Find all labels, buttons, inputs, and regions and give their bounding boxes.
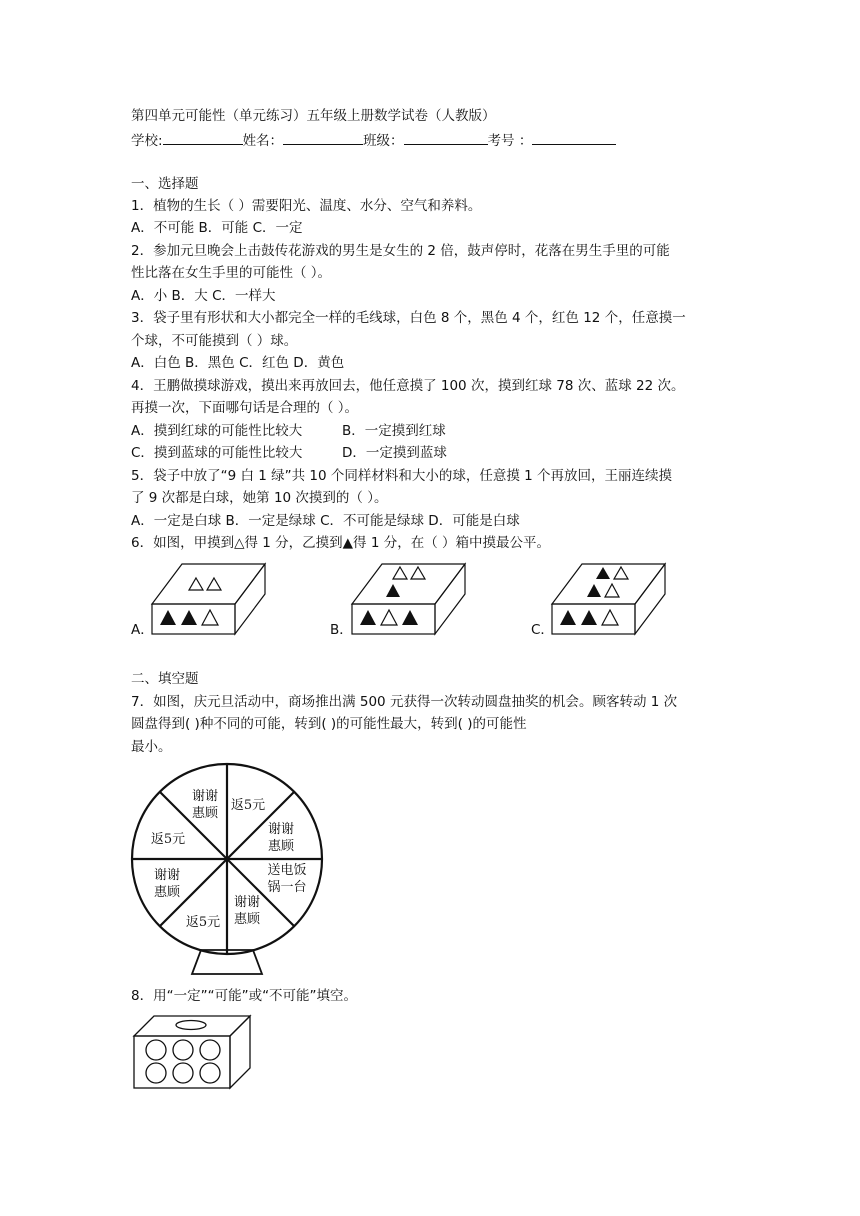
box-c-top (552, 564, 665, 604)
white-triangle-icon (381, 610, 397, 625)
black-triangle-icon (386, 584, 400, 597)
white-triangle-icon (189, 578, 203, 590)
ball-icon (200, 1040, 220, 1060)
class-blank[interactable] (404, 130, 488, 145)
sector-1-line1: 谢谢 (191, 789, 219, 804)
q4-stem-line1: 4．王鹏做摸球游戏，摸出来再放回去，他任意摸了 100 次，摸到红球 78 次、蓝球 22 次。 (131, 378, 685, 394)
box-b-side (435, 564, 465, 634)
ball-icon (146, 1040, 166, 1060)
sector-6-label: 返5元 (185, 915, 221, 930)
box-a-top (152, 564, 265, 604)
q2-stem-line2: 性比落在女生手里的可能性（ ）。 (131, 265, 332, 281)
q8-box-side (230, 1016, 250, 1088)
q7-prize-wheel (128, 762, 328, 980)
box-c-side (635, 564, 665, 634)
q4-stem-line2: 再摸一次，下面哪句话是合理的（ ）。 (131, 400, 359, 416)
section2-heading: 二、填空题 (131, 671, 199, 687)
black-triangle-icon (596, 567, 610, 579)
black-triangle-icon (160, 610, 176, 625)
q6-box-a-figure (150, 558, 270, 638)
q6-label-c: C． (531, 622, 554, 638)
black-triangle-icon (181, 610, 197, 625)
box-c-top-triangles (587, 567, 628, 597)
sector-2-label: 返5元 (230, 798, 266, 813)
box-a-side (235, 564, 265, 634)
q2-stem-line1: 2．参加元旦晚会上击鼓传花游戏的男生是女生的 2 倍，鼓声停时，花落在男生手里的可能 (131, 243, 670, 259)
white-triangle-icon (207, 578, 221, 590)
sector-3-line1: 谢谢 (267, 822, 295, 837)
q7-line3: 最小。 (131, 739, 172, 755)
class-label: 班级： (363, 133, 404, 149)
q5-stem-line2: 了 9 次都是白球，她第 10 次摸到的（ ）。 (131, 490, 388, 506)
q4-option-c: C．摸到蓝球的可能性比较大 (131, 445, 303, 461)
sector-7-line1: 谢谢 (153, 868, 181, 883)
black-triangle-icon (581, 610, 597, 625)
black-triangle-icon (360, 610, 376, 625)
white-triangle-icon (605, 584, 619, 597)
sector-8-label: 返5元 (150, 832, 186, 847)
sector-3-line2: 惠顾 (267, 839, 295, 854)
sector-4-line2: 锅一台 (267, 880, 307, 895)
school-label: 学校: (131, 133, 163, 149)
box-a-front-triangles (160, 610, 218, 625)
q6-label-b: B． (330, 622, 353, 638)
white-triangle-icon (602, 610, 618, 625)
box-c-front-triangles (560, 610, 618, 625)
sector-5-line2: 惠顾 (233, 912, 261, 927)
white-triangle-icon (411, 567, 425, 579)
q4-option-b: B．一定摸到红球 (342, 423, 446, 439)
q6-box-b-figure (350, 558, 470, 638)
sector-4-line1: 送电饭 (267, 863, 307, 878)
q7-line2: 圆盘得到( )种不同的可能，转到( )的可能性最大，转到( )的可能性 (131, 716, 527, 732)
black-triangle-icon (560, 610, 576, 625)
q6-box-c-figure (550, 558, 670, 638)
section1-heading: 一、选择题 (131, 176, 199, 192)
page-title: 第四单元可能性（单元练习）五年级上册数学试卷（人教版） (131, 108, 496, 124)
q5-options: A．一定是白球 B．一定是绿球 C．不可能是绿球 D．可能是白球 (131, 513, 520, 529)
q3-stem-line1: 3．袋子里有形状和大小都完全一样的毛线球，白色 8 个，黑色 4 个，红色 12 个，任意摸一 (131, 310, 686, 326)
q4-option-d: D．一定摸到蓝球 (342, 445, 447, 461)
ball-icon (173, 1063, 193, 1083)
name-label: 姓名： (242, 133, 284, 149)
name-blank[interactable] (283, 130, 363, 145)
black-triangle-icon (587, 584, 601, 597)
ball-icon (146, 1063, 166, 1083)
ball-icon (200, 1063, 220, 1083)
box-a-top-triangles (189, 578, 221, 590)
q1-stem: 1．植物的生长（ ）需要阳光、温度、水分、空气和养料。 (131, 198, 482, 214)
white-triangle-icon (393, 567, 407, 579)
q3-options: A．白色 B．黑色 C．红色 D．黄色 (131, 355, 345, 371)
number-blank[interactable] (532, 130, 616, 145)
sector-7-line2: 惠顾 (153, 885, 181, 900)
sector-1-line2: 惠顾 (191, 806, 219, 821)
q1-options: A．不可能 B．可能 C．一定 (131, 220, 303, 236)
q2-options: A．小 B．大 C．一样大 (131, 288, 276, 304)
q6-stem: 6．如图，甲摸到△得 1 分，乙摸到▲得 1 分，在（ ）箱中摸最公平。 (131, 535, 550, 551)
q7-line1: 7．如图，庆元旦活动中，商场推出满 500 元获得一次转动圆盘抽奖的机会。顾客转动 1 次 (131, 694, 678, 710)
white-triangle-icon (614, 567, 628, 579)
q5-stem-line1: 5．袋子中放了“9 白 1 绿”共 10 个同样材料和大小的球，任意摸 1 个再放回，王丽连续摸 (131, 468, 673, 484)
number-label: 考号 ： (487, 133, 533, 149)
student-info-row (131, 130, 616, 151)
q8-stem: 8．用“一定”“可能”或“不可能”填空。 (131, 988, 358, 1004)
white-triangle-icon (202, 610, 218, 625)
ball-icon (173, 1040, 193, 1060)
sector-5-line1: 谢谢 (233, 895, 261, 910)
box-b-top (352, 564, 465, 604)
q8-ball-box-figure (132, 1012, 256, 1092)
box-b-front-triangles (360, 610, 418, 625)
q6-label-a: A． (131, 622, 154, 638)
q8-box-opening (176, 1021, 206, 1030)
black-triangle-icon (402, 610, 418, 625)
q3-stem-line2: 个球，不可能摸到（ ）球。 (131, 333, 298, 349)
school-blank[interactable] (163, 130, 243, 145)
q4-option-a: A．摸到红球的可能性比较大 (131, 423, 303, 439)
box-b-top-triangles (386, 567, 425, 597)
